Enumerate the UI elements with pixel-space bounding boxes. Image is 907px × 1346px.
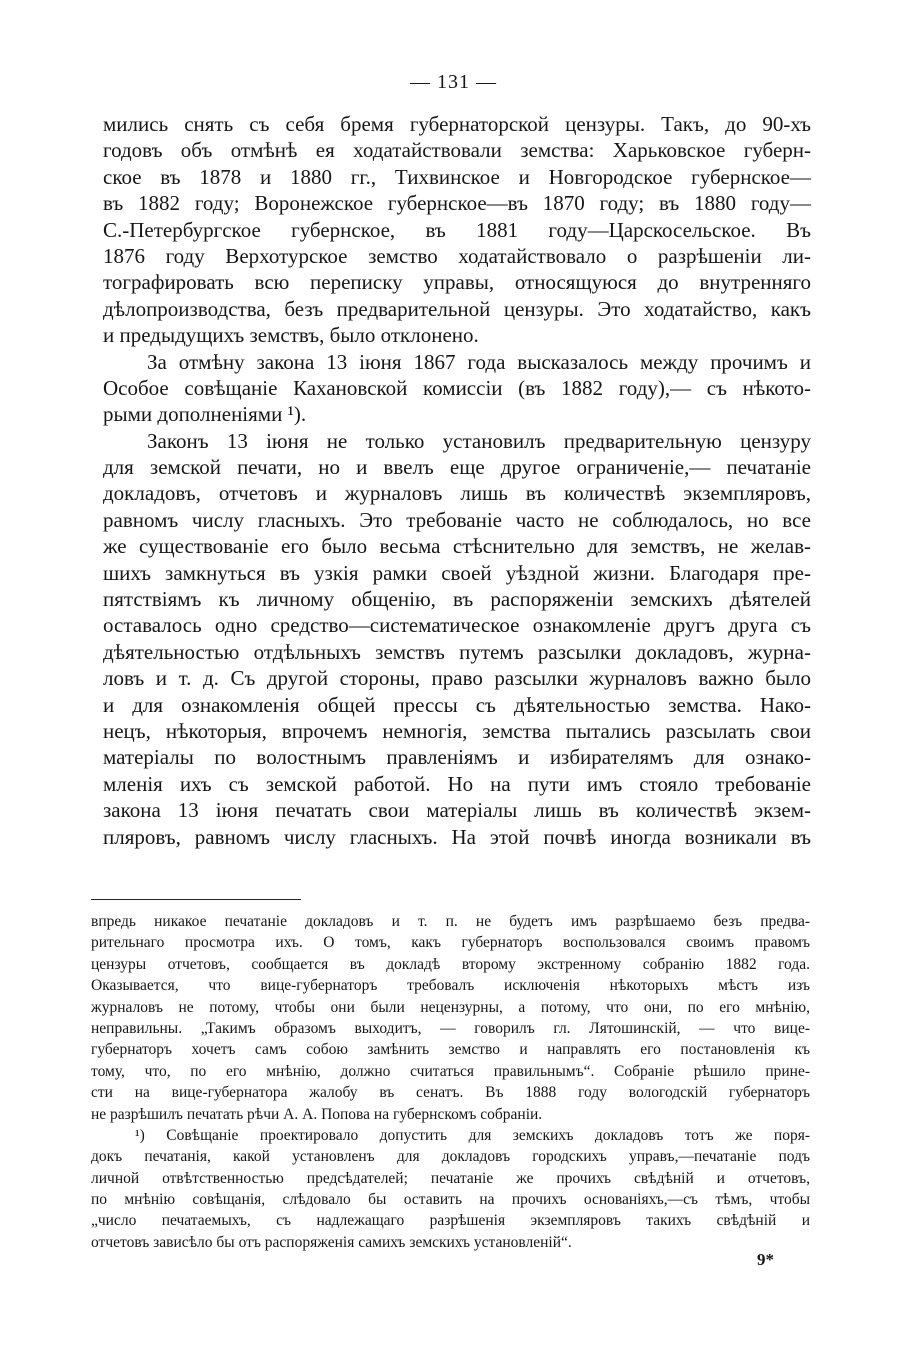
footnote-line: отчетовъ зависѣло бы отъ распоряженія самихъ земскихъ установленій“. [91, 1233, 572, 1251]
footnote-line: не разрѣшилъ печатать рѣчи А. А. Попова на губернскомъ собраніи. [91, 1105, 543, 1123]
text-line: дѣлопроизводства, безъ предварительной цензуры. Это ходатайство, какъ [103, 296, 811, 321]
footnote-line: докъ печатанія, какой установленъ для докладовъ городскихъ управъ,—печатаніе подъ [91, 1148, 810, 1166]
text-line: и для ознакомленія общей прессы съ дѣятельностью земства. Нако- [103, 692, 811, 717]
text-line: въ 1882 году; Воронежское губернское—въ 1870 году; въ 1880 году— [103, 191, 811, 216]
footnote-line: цензуры отчетовъ, сообщается въ докладѣ второму экстренному собранію 1882 года. [91, 955, 810, 973]
text-line: 1876 году Верхотурское земство ходатайствовало о разрѣшеніи ли- [103, 243, 811, 268]
text-line: матеріалы по волостнымъ правленіямъ и избирателямъ для ознако- [103, 745, 811, 770]
text-line: оставалось одно средство—систематическое ознакомленіе другъ друга съ [103, 613, 811, 638]
footnote-line: Оказывается, что вице-губернаторъ требовалъ исключенія нѣкоторыхъ мѣстъ изъ [91, 977, 810, 995]
text-line: рыми дополненіями ¹). [103, 402, 307, 427]
text-line: дѣятельностью отдѣльныхъ земствъ путемъ разсылки докладовъ, журна- [103, 639, 811, 664]
footnote-line: личной отвѣтственностью предсѣдателей; печатаніе же прочихъ свѣдѣній и отчетовъ, [91, 1169, 810, 1187]
footnote-line: ¹) Совѣщаніе проектировало допустить для земскихъ докладовъ тотъ же поря- [135, 1126, 810, 1144]
text-line: и предыдущихъ земствъ, было отклонено. [103, 323, 479, 348]
text-line: же существованіе его было весьма стѣснительно для земствъ, не желав- [103, 534, 811, 559]
text-line: докладовъ, отчетовъ и журналовъ лишь въ количествѣ экземпляровъ, [103, 481, 811, 506]
text-line: Особое совѣщаніе Кахановской комиссіи (въ 1882 году),— съ нѣкото- [103, 375, 811, 400]
text-line: пятствіямъ къ личному общенію, въ распоряженіи земскихъ дѣятелей [103, 587, 811, 612]
footnote-line: впредь никакое печатаніе докладовъ и т. п. не будетъ имъ разрѣшаемо безъ предва- [91, 913, 810, 930]
text-line: Законъ 13 іюня не только установилъ предварительную цензуру [147, 428, 811, 453]
footnote-line: по мнѣнію совѣщанія, слѣдовало бы оставить на прочихъ основаніяхъ,—съ тѣмъ, чтобы [91, 1191, 810, 1209]
text-line: ское въ 1878 и 1880 гг., Тихвинское и Новгородское губернское— [103, 164, 811, 189]
text-line: нецъ, нѣкоторыя, впрочемъ немногія, земства пытались разсылать свои [103, 718, 811, 743]
footnote-line: тому, что, по его мнѣнію, должно считаться правильнымъ“. Собраніе рѣшило прине- [91, 1062, 810, 1080]
text-line: равномъ числу гласныхъ. Это требованіе часто не соблюдалось, но все [103, 507, 811, 532]
text-line: тографировать всю переписку управы, относящуюся до внутренняго [103, 270, 811, 295]
text-line: ловъ и т. д. Съ другой стороны, право разсылки журналовъ важно было [103, 666, 811, 691]
text-line: За отмѣну закона 13 іюня 1867 года высказалось между прочимъ и [147, 349, 811, 374]
main-text [103, 111, 811, 850]
footnote-line: сти на вице-губернатора жалобу въ сенатъ. Въ 1888 году вологодскій губернаторъ [91, 1084, 810, 1102]
text-line: пляровъ, равномъ числу гласныхъ. На этой почвѣ иногда возникали въ [103, 824, 811, 849]
text-line: шихъ замкнуться въ узкія рамки своей уѣздной жизни. Благодаря пре- [103, 560, 811, 585]
text-line: годовъ объ отмѣнѣ ея ходатайствовали земства: Харьковское губерн- [103, 138, 811, 163]
printer-signature-mark: 9* [757, 1250, 774, 1269]
text-line: мились снять съ себя бремя губернаторской цензуры. Такъ, до 90-хъ [103, 112, 811, 136]
footnote-divider [91, 899, 301, 900]
text-line: С.-Петербургское губернское, въ 1881 году—Царскосельское. Въ [103, 217, 811, 242]
page-number: — 131 — [410, 71, 497, 93]
footnote-line: журналовъ не потому, чтобы они были нецензурны, а потому, что они, по его мнѣнію, [91, 998, 810, 1016]
text-line: закона 13 іюня печатать свои матеріалы лишь въ количествѣ экзем- [103, 798, 811, 823]
footnote-line: „число печатаемыхъ, съ надлежащаго разрѣшенія экземпляровъ такихъ свѣдѣній и [91, 1212, 810, 1230]
text-line: для земской печати, но и ввелъ еще другое ограниченіе,— печатаніе [103, 455, 811, 480]
footnote-line: неправильны. „Такимъ образомъ выходитъ, — говорилъ гл. Лятошинскій, — что вице- [91, 1019, 810, 1037]
footnote-line: рительнаго просмотра ихъ. О томъ, какъ губернаторъ воспользовался своимъ правомъ [91, 934, 810, 952]
footnotes [91, 911, 810, 1253]
footnote-line: губернаторъ хочетъ самъ собою замѣнить земство и направлять его постановленія къ [91, 1041, 810, 1059]
text-line: мленія ихъ съ земской работой. Но на пути имъ стояло требованіе [103, 771, 811, 796]
